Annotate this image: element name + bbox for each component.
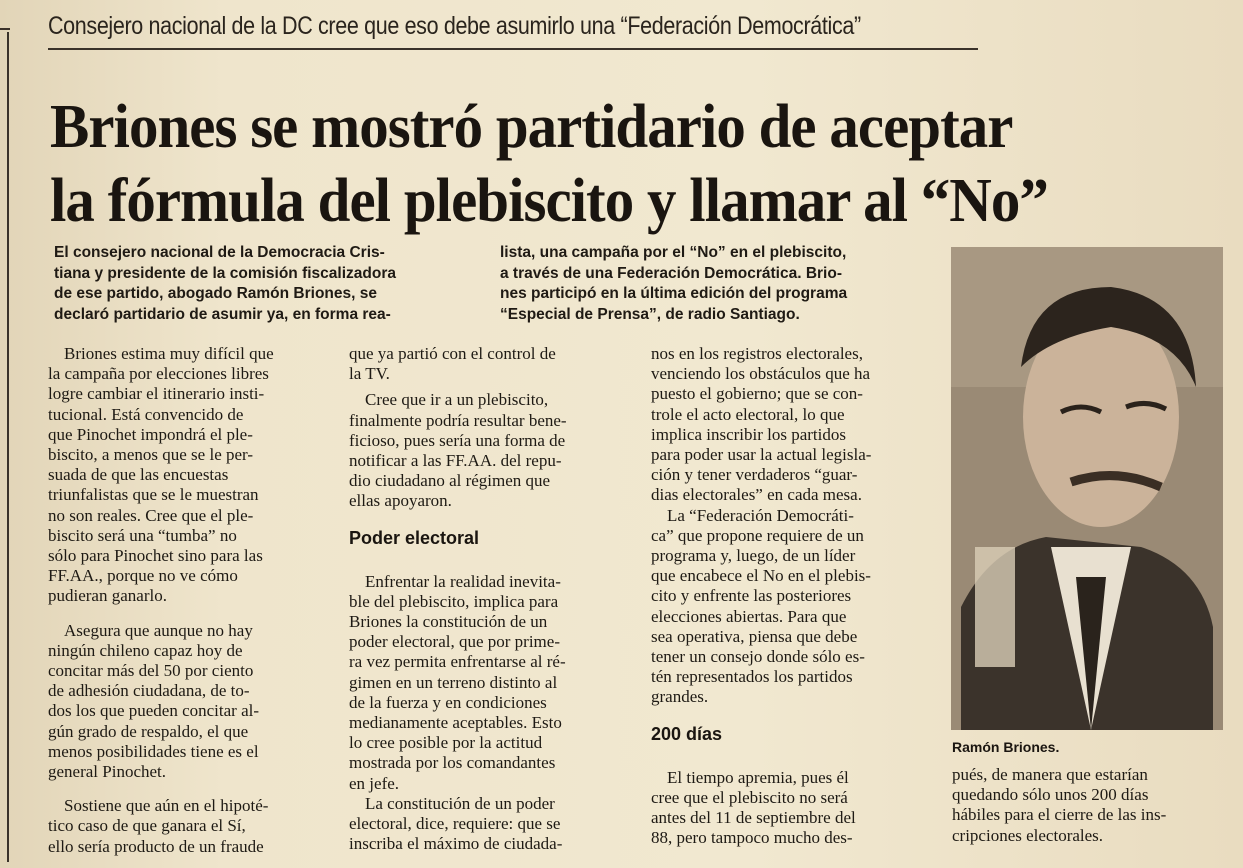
lead-line: lista, una campaña por el “No” en el plebiscito, xyxy=(500,244,847,261)
text-line: finalmente podría resultar bene- xyxy=(349,410,567,430)
text-line: ción y tener verdaderos “guar- xyxy=(651,465,858,485)
text-line: grandes. xyxy=(651,687,709,707)
text-line: biscito, a menos que se le per- xyxy=(48,445,254,465)
lead-line: a través de una Federación Democrática. Brio- xyxy=(500,264,842,282)
text-line: ble del plebiscito, implica para xyxy=(349,591,559,611)
text-line: suada de que las encuestas xyxy=(48,465,229,485)
text-line: notificar a las FF.AA. del repu- xyxy=(349,451,562,471)
text-line: 88, pero tampoco mucho des- xyxy=(651,828,853,848)
text-line: tén representados los partidos xyxy=(651,667,853,687)
text-line: tener un consejo donde sólo es- xyxy=(651,647,865,667)
text-line: ra vez permita enfrentarse al ré- xyxy=(349,652,566,672)
subhead-poder-electoral: Poder electoral xyxy=(349,527,480,548)
lead-line: declaró partidario de asumir ya, en forma rea- xyxy=(54,305,391,323)
text-line: ca” que propone requiere de un xyxy=(651,525,864,545)
text-line: pués, de manera que estarían xyxy=(952,765,1148,784)
text-line: Asegura que aunque no hay xyxy=(64,620,253,640)
lead-column-1 xyxy=(54,243,486,325)
paragraph xyxy=(349,572,629,794)
text-line: quedando sólo unos 200 días xyxy=(952,785,1149,805)
text-line: Cree que ir a un plebiscito, xyxy=(365,390,549,410)
body-column-4 xyxy=(952,765,1242,846)
text-line: dos los que pueden concitar al- xyxy=(48,701,260,721)
text-line: El tiempo apremia, pues él xyxy=(667,767,849,787)
paragraph xyxy=(349,390,629,511)
text-line: dio ciudadano al régimen que xyxy=(349,471,551,491)
photo-caption: Ramón Briones. xyxy=(952,739,1060,755)
text-line: nos en los registros electorales, xyxy=(651,344,863,363)
text-line: mostrada por los comandantes xyxy=(349,753,556,773)
text-line: Briones estima muy difícil que xyxy=(64,344,274,363)
text-line: dias electorales” en cada mesa. xyxy=(651,485,862,505)
text-line: trole el acto electoral, lo que xyxy=(651,404,845,424)
text-line: cripciones electorales. xyxy=(952,825,1104,845)
paragraph xyxy=(48,621,328,783)
text-line: La “Federación Democráti- xyxy=(667,505,854,525)
text-line: venciendo los obstáculos que ha xyxy=(651,364,871,384)
left-rule-tick xyxy=(0,28,10,30)
text-line: para poder usar la actual legisla- xyxy=(651,445,872,465)
text-line: lo cree posible por la actitud xyxy=(349,733,543,753)
text-line: puesto el gobierno; que se con- xyxy=(651,384,863,404)
body-column-1 xyxy=(48,344,328,857)
left-column-rule xyxy=(7,32,9,862)
text-line: que encabece el No en el plebis- xyxy=(651,566,871,586)
paragraph xyxy=(651,768,936,849)
text-line: inscriba el máximo de ciudada- xyxy=(349,834,563,854)
text-line: tucional. Está convencido de xyxy=(48,404,244,424)
portrait-photo xyxy=(951,247,1223,730)
lead-column-2 xyxy=(500,243,930,325)
kicker-underline xyxy=(48,48,978,50)
paragraph xyxy=(349,344,629,384)
headline xyxy=(50,90,1190,238)
text-line: antes del 11 de septiembre del xyxy=(651,808,856,828)
text-line: gimen en un terreno distinto al xyxy=(349,672,558,692)
text-line: ellas apoyaron. xyxy=(349,491,452,511)
headline-line-1: Briones se mostró partidario de aceptar xyxy=(50,93,1013,161)
text-line: que Pinochet impondrá el ple- xyxy=(48,424,253,444)
text-line: triunfalistas que se le muestran xyxy=(48,485,259,505)
text-line: concitar más del 50 por ciento xyxy=(48,661,254,681)
text-line: de la fuerza y en condiciones xyxy=(349,692,547,712)
lead-line: de ese partido, abogado Ramón Briones, se xyxy=(54,285,377,302)
text-line: ello sería producto de un fraude xyxy=(48,836,264,856)
text-line: elecciones abiertas. Para que xyxy=(651,606,847,626)
body-column-2 xyxy=(349,344,629,854)
text-line: general Pinochet. xyxy=(48,762,167,782)
text-line: sea operativa, piensa que debe xyxy=(651,626,858,646)
paragraph xyxy=(651,344,936,506)
body-column-3 xyxy=(651,344,936,848)
text-line: Enfrentar la realidad inevita- xyxy=(365,571,561,591)
text-line: pudieran ganarlo. xyxy=(48,586,167,606)
kicker-line: Consejero nacional de la DC cree que eso debe asumirlo una “Federación Democrática” xyxy=(48,12,861,40)
lead-line: El consejero nacional de la Democracia Cris- xyxy=(54,244,385,261)
text-line: cree que el plebiscito no será xyxy=(651,787,848,807)
text-line: FF.AA., porque no ve cómo xyxy=(48,566,238,586)
text-line: gún grado de respaldo, el que xyxy=(48,721,249,741)
paragraph xyxy=(48,796,328,857)
text-line: menos posibilidades tiene es el xyxy=(48,741,259,761)
paragraph xyxy=(48,344,328,607)
lead-line: tiana y presidente de la comisión fiscalizadora xyxy=(54,264,396,282)
subhead-200-dias: 200 días xyxy=(651,723,723,744)
text-line: la TV. xyxy=(349,364,390,384)
headline-line-2: la fórmula del plebiscito y llamar al “No” xyxy=(50,167,1048,235)
lead-line: nes participó en la última edición del programa xyxy=(500,285,848,302)
text-line: de adhesión ciudadana, de to- xyxy=(48,681,250,701)
paragraph xyxy=(651,506,936,708)
text-line: poder electoral, que por prime- xyxy=(349,632,560,652)
text-line: electoral, dice, requiere: que se xyxy=(349,814,561,834)
text-line: medianamente aceptables. Esto xyxy=(349,713,562,733)
portrait-illustration xyxy=(951,247,1223,730)
text-line: que ya partió con el control de xyxy=(349,344,556,363)
text-line: tico caso de que ganara el Sí, xyxy=(48,816,246,836)
text-line: programa y, luego, de un líder xyxy=(651,546,856,566)
text-line: cito y enfrente las posteriores xyxy=(651,586,852,606)
text-line: hábiles para el cierre de las ins- xyxy=(952,805,1167,825)
paragraph xyxy=(349,794,629,855)
text-line: biscito será una “tumba” no xyxy=(48,525,237,545)
text-line: implica inscribir los partidos xyxy=(651,424,846,444)
text-line: la campaña por elecciones libres xyxy=(48,364,269,384)
text-line: ficioso, pues sería una forma de xyxy=(349,430,566,450)
text-line: en jefe. xyxy=(349,773,400,793)
text-line: ningún chileno capaz hoy de xyxy=(48,640,243,660)
text-line: Sostiene que aún en el hipoté- xyxy=(64,796,269,816)
text-line: La constitución de un poder xyxy=(365,793,555,813)
text-line: Briones la constitución de un xyxy=(349,612,548,632)
text-line: logre cambiar el itinerario insti- xyxy=(48,384,265,404)
lead-line: “Especial de Prensa”, de radio Santiago. xyxy=(500,305,800,323)
text-line: sólo para Pinochet sino para las xyxy=(48,546,263,566)
text-line: no son reales. Cree que el ple- xyxy=(48,505,254,525)
